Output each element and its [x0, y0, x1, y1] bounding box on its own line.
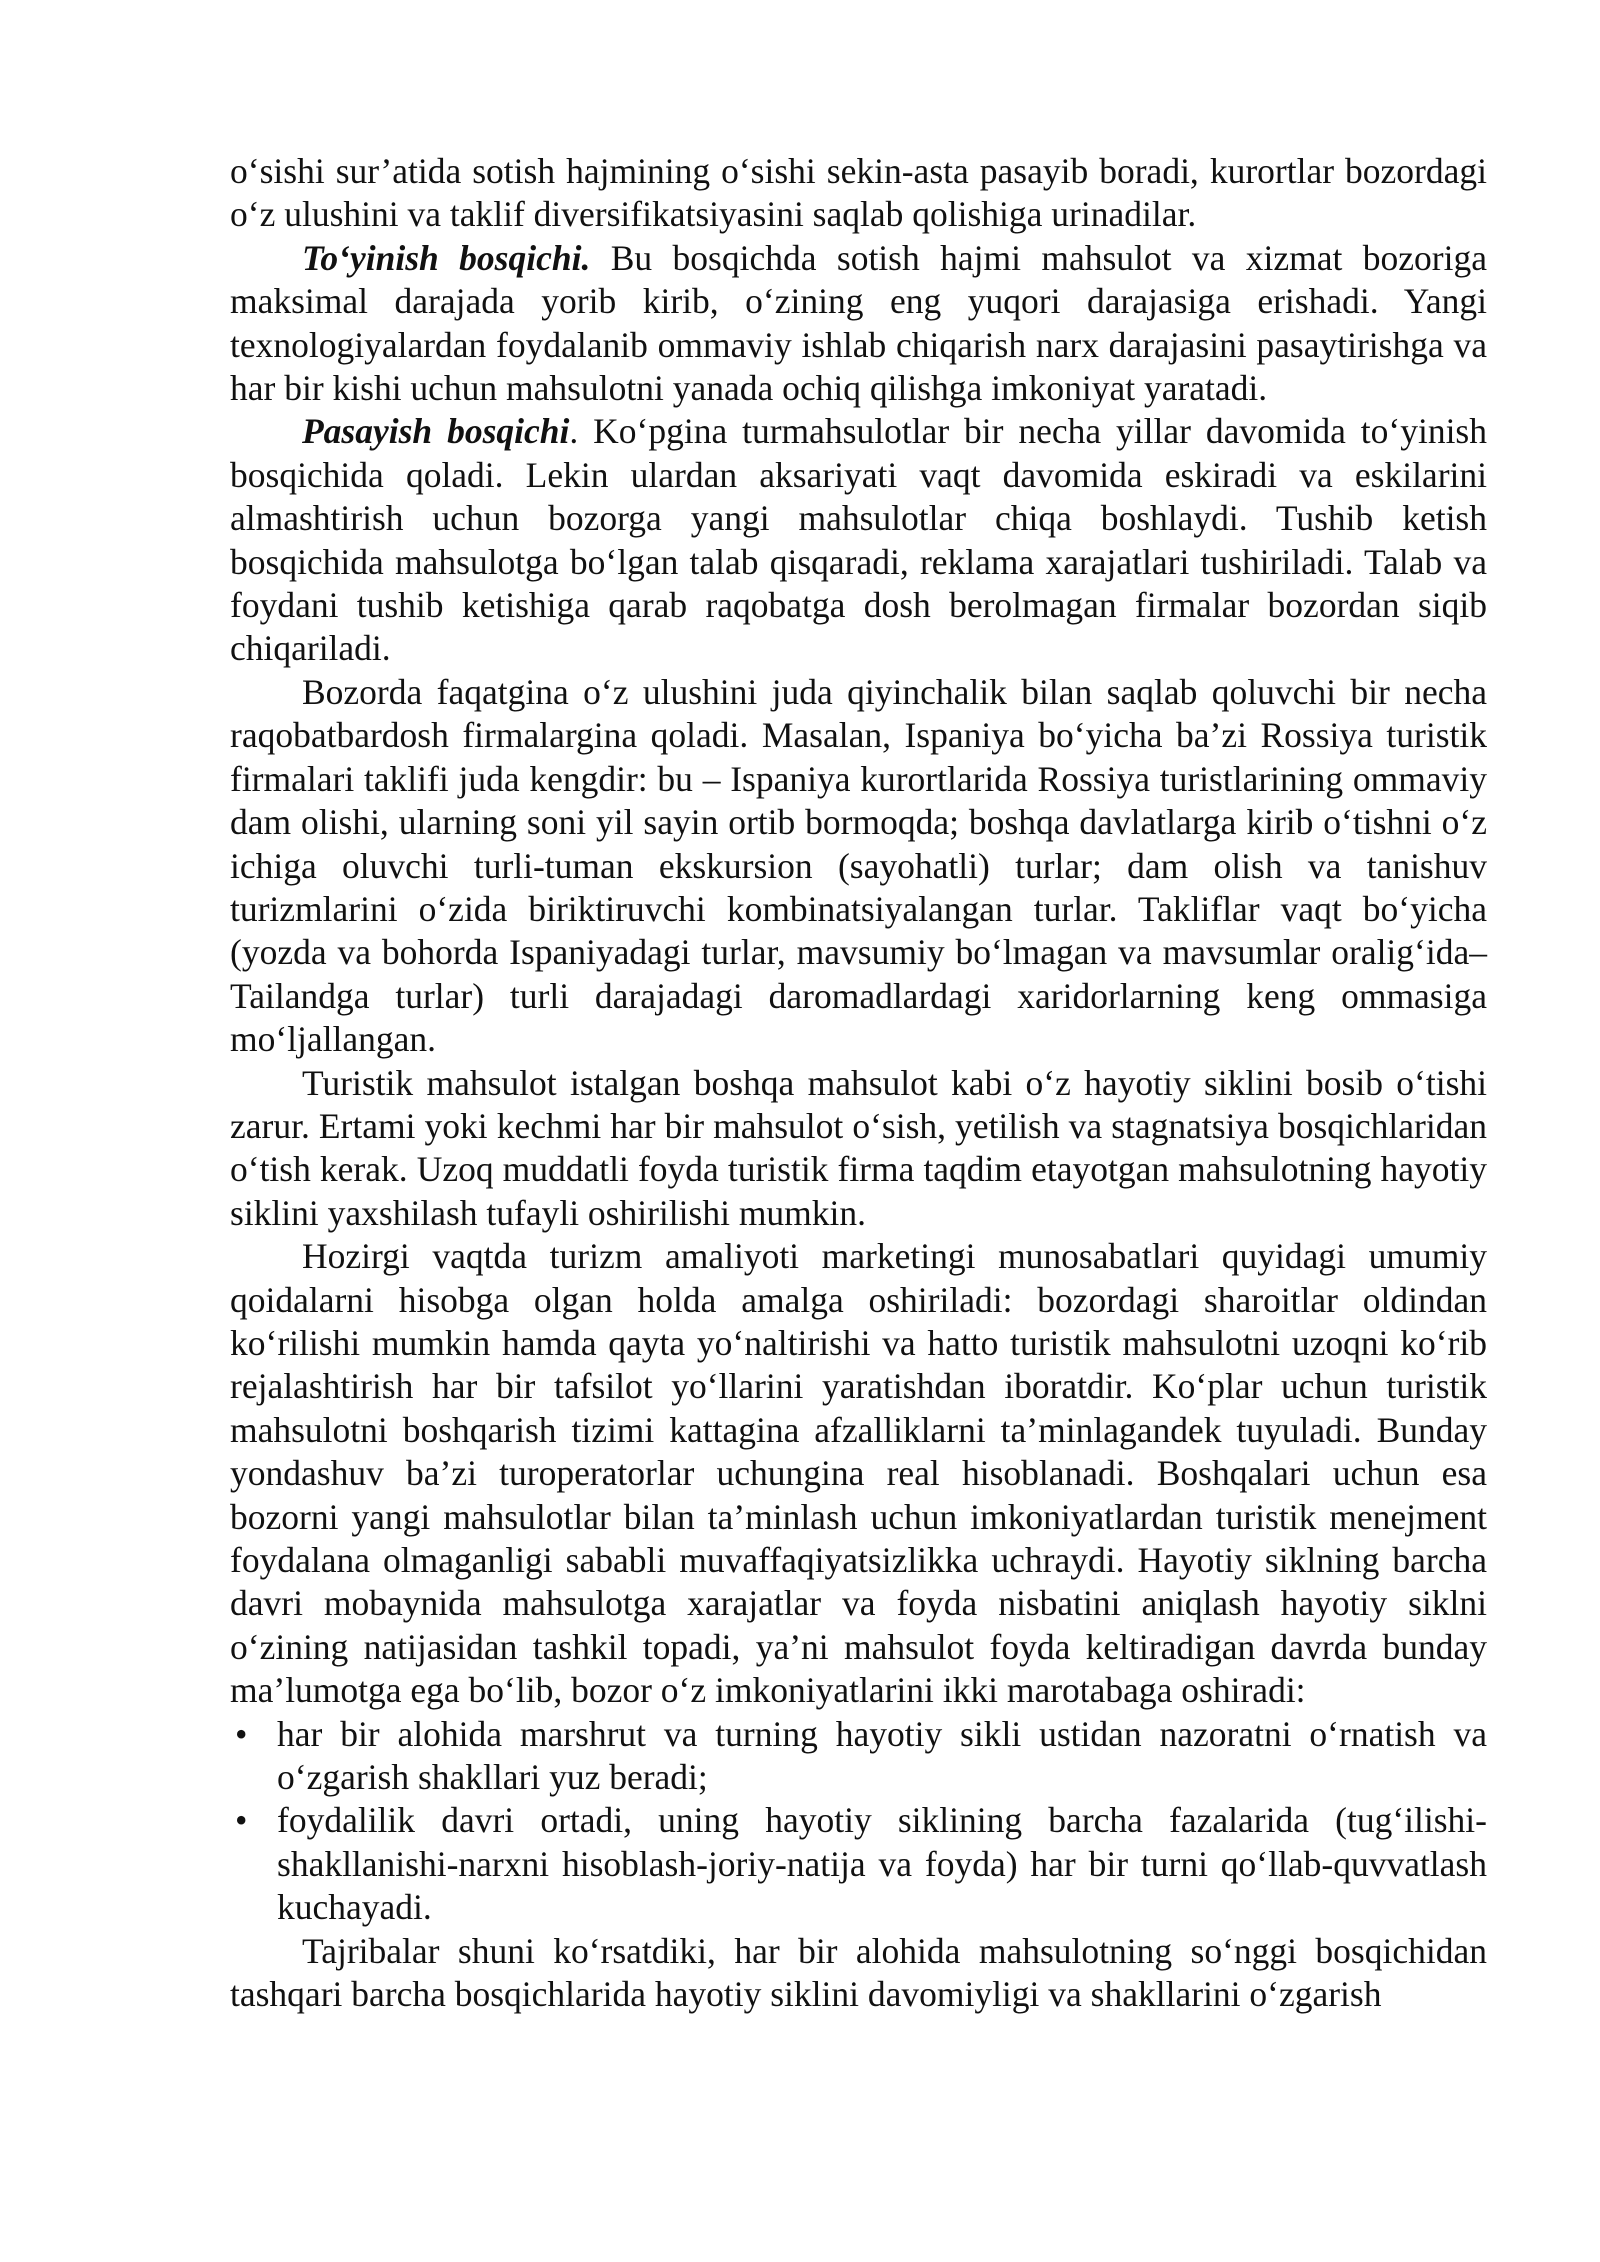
paragraph-decline-text: . Ko‘pgina turmahsulotlar bir necha yillar davomida to‘yinish bosqichida qoladi. Lekin ulardan aksariyati vaqt davomida eskiradi va eskilarini almashtirish uchun bozorga yangi mahsulotlar chiqa boshlaydi. Tushib ketish bosqichida mahsulotga bo‘lgan talab qisqaradi, reklama xarajatlari tushiriladi. Talab va foydani tushib ketishiga qarab raqobatga dosh berolmagan firmalar bozordan siqib chiqariladi.: [230, 411, 1487, 669]
list-item-text: har bir alohida marshrut va turning hayotiy sikli ustidan nazoratni o‘rnatish va o‘zgarish shakllari yuz beradi;: [277, 1713, 1487, 1798]
list-item: [230, 1713, 1487, 1800]
paragraph-decline-stage: [230, 410, 1487, 670]
document-page: [230, 150, 1487, 2016]
list-item: [230, 1799, 1487, 1929]
paragraph-experience: Tajribalar shuni ko‘rsatdiki, har bir alohida mahsulotning so‘nggi bosqichidan tashqari barcha bosqichlarida hayotiy siklini davomiyligi va shakllarini o‘zgarish: [230, 1930, 1487, 2015]
paragraph-marketing-practice: Hozirgi vaqtda turizm amaliyoti marketingi munosabatlari quyidagi umumiy qoidalarni hisobga olgan holda amalga oshiriladi: bozordagi sharoitlar oldindan ko‘rilishi mumkin hamda qayta yo‘naltirishi va hatto turistik mahsulotni uzoqni ko‘rib rejalashtirish har bir tafsilot yo‘llarini yaratishdan iboratdir. Ko‘plar uchun turistik mahsulotni boshqarish tizimi kattagina afzalliklarni ta’minlagandek tuyuladi. Bunday yondashuv ba’zi turoperatorlar uchungina real hisoblanadi. Boshqalari uchun esa bozorni yangi mahsulotlar bilan ta’minlash uchun imkoniyatlardan turistik menejment foydalana olmaganligi sababli muvaffaqiyatsizlikka uchraydi. Hayotiy siklning barcha davri mobaynida mahsulotga xarajatlar va foyda nisbatini aniqlash hayotiy siklni o‘zining natijasidan tashkil topadi, ya’ni mahsulot foyda keltiradigan davrda bunday ma’lumotga ega bo‘lib, bozor o‘z imkoniyatlarini ikki marotabaga oshiradi:: [230, 1236, 1487, 1711]
bullet-icon: •: [235, 1800, 248, 1841]
list-item-text: foydalilik davri ortadi, uning hayotiy siklining barcha fazalarida (tug‘ilishi-shakllanishi-narxni hisoblash-joriy-natija va foyda) har bir turni qo‘llab-quvvatlash kuchayadi.: [277, 1800, 1487, 1928]
term-decline-stage: Pasayish bosqichi: [302, 411, 570, 452]
bullet-icon: •: [235, 1713, 248, 1754]
paragraph-saturation-stage: [230, 237, 1487, 411]
bullet-list: [230, 1713, 1487, 1930]
paragraph-saturation-text: Bu bosqichda sotish hajmi mahsulot va xizmat bozoriga maksimal darajada yorib kirib, o‘zining eng yuqori darajasiga erishadi. Yangi texnologiyalardan foydalanib ommaviy ishlab chiqarish narx darajasini pasaytirishga va har bir kishi uchun mahsulotni yanada ochiq qilishga imkoniyat yaratadi.: [230, 237, 1487, 409]
term-saturation-stage: To‘yinish bosqichi.: [302, 237, 591, 278]
paragraph-continuation: o‘sishi sur’atida sotish hajmining o‘sishi sekin-asta pasayib boradi, kurortlar bozordagi o‘z ulushini va taklif diversifikatsiyasini saqlab qolishiga urinadilar.: [230, 151, 1487, 235]
paragraph-product-life-cycle: Turistik mahsulot istalgan boshqa mahsulot kabi o‘z hayotiy siklini bosib o‘tishi zarur. Ertami yoki kechmi har bir mahsulot o‘sish, yetilish va stagnatsiya bosqichlaridan o‘tish kerak. Uzoq muddatli foyda turistik firma taqdim etayotgan mahsulotning hayotiy siklini yaxshilash tufayli oshirilishi mumkin.: [230, 1062, 1487, 1233]
paragraph-competitive-firms: Bozorda faqatgina o‘z ulushini juda qiyinchalik bilan saqlab qoluvchi bir necha raqobatbardosh firmalargina qoladi. Masalan, Ispaniya bo‘yicha ba’zi Rossiya turistik firmalari taklifi juda kengdir: bu – Ispaniya kurortlarida Rossiya turistlarining ommaviy dam olishi, ularning soni yil sayin ortib bormoqda; boshqa davlatlarga kirib o‘tishni o‘z ichiga oluvchi turli-tuman ekskursion (sayohatli) turlar; dam olish va tanishuv turizmlarini o‘zida biriktiruvchi kombinatsiyalangan turlar. Takliflar vaqt bo‘yicha (yozda va bohorda Ispaniyadagi turlar, mavsumiy bo‘lmagan va mavsumlar oralig‘ida–Tailandga turlar) turli darajadagi daromadlardagi xaridorlarning keng ommasiga mo‘ljallangan.: [230, 671, 1487, 1060]
